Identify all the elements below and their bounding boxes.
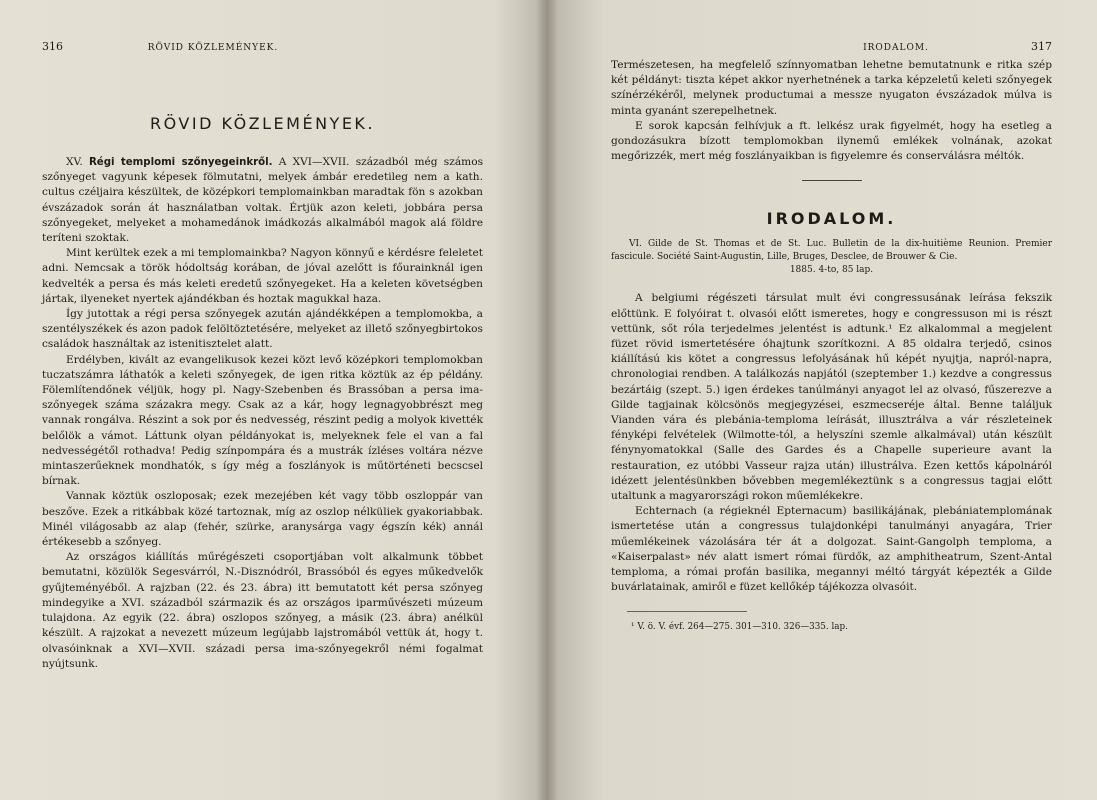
body-paragraph-5: Vannak köztük oszloposak; ezek mezejében két vagy több oszloppár van beszőve. Ezek a ritkábbak közé tartoznak, míg az oszlop nélküliek gyakoriabbak. Minél világosabb az alap (fehér, szürke, aranysárga vagy égszín kék) annál értékesebb a szőnyeg. — [42, 490, 483, 549]
review-paragraph-2: Echternach (a régieknél Epternacum) basilikájának, plebániatemplomának ismertetése után a congressus tulajdonképi tanulmányi anyagára, Trier műemlékeinek vázolására tér át a dolgozat. Saint-Gangolph temploma, a «Kaiserpalast» név alatt ismert római fürdők, az amphitheatrum, Szent-Antal temploma, a római profán basilika, megannyi méltó tárgyát képezték a Gilde buvárlatainak, amiről e füzet kellőkép tájékozza olvasóit. — [611, 505, 1052, 594]
review-paragraph-1: A belgiumi régészeti társulat mult évi congressusának leírása fekszik előttünk. E folyóirat t. olvasói előtt ismeretes, hogy e congressuson mi is részt vettünk, sőt róla terjedelmes jelentést is adtunk.¹ Ez alkalommal a megjelent füzet rövid ismertetésére óhajtunk szorítkozni. A 85 oldalra terjedő, csinos kiállítású kis kötet a congressus lefolyásának hű képét nyujtja, napról-napra, chronologiai rendben. A találkozás napjától (szeptember 1.) kezdve a congressus bezártáig (szept. 5.) igen érdekes tanúlmányi anyagot lel az olvasó, fűszerezve a Gilde tagjainak kölcsönös megjegyzései, eszmecseréje által. Benne találjuk Vianden vára és plebánia-temploma leírását, illusztrálva a vár részleteinek fényképi felvételek (Wilmotte-tól, a helyszíni szemle alkalmával) után készült fénynyomatokkal (Salle des Gardes és a Chapelle superieure avant la restauration, ez utóbbi Vasseur rajza után) illustrálva. Ezen kettős kápolnáról idézett jelentésünkben bővebben megemlékeztünk s a congressus tagjai előtt utaltunk a magyarországi rokon műemlékekre. — [611, 292, 1052, 503]
left-page — [0, 0, 545, 800]
body-paragraph-3: Így jutottak a régi persa szőnyegek azután ajándékképen a templomokba, a szentélyszékek és azon padok felöltöztetésére, melyeket az illető szőnyegbirtokos családok használtak az istenitisztelet alatt. — [42, 308, 483, 351]
closing-paragraph: E sorok kapcsán felhívjuk a ft. lelkész urak figyelmét, hogy ha esetleg a gondozásukra bízott templomokban ilynemű emlékek volnának, azokat megőrizzék, mert még foszlányaikban is figyelemre és conserválásra méltók. — [611, 119, 1052, 163]
bibliography-tail: 1885. 4-to, 85 lap. — [789, 265, 874, 276]
running-head-left — [42, 40, 483, 58]
body-paragraph-4: Erdélyben, kivált az evangelikusok kezei közt levő középkori templomokban tuczatszámra láthatók a keleti szőnyegek, de igen ritka köztük az ép példány. Fölemlítendőnek véljük, hogy pl. Nagy-Szebenben és Brassóban a persa ima-szőnyegek száma százakra megy. Csak az a kár, hogy legnagyobbrészt meg vannak rongálva. Részint a sok por és nedvesség, részint pedig a molyok kivették belőlök a vámot. Láttunk olyan példányokat is, melyeknek fele el van a fal nedvességétől rothadva! Pedig színpompára és a mustrák ízléses voltára nézve mintaszerűeknek mondhatók, s így még a foszlányok is műtörténeti becscsel bírnak. — [42, 353, 483, 488]
bibliography-entry — [611, 238, 1052, 277]
article-number: XV. — [66, 156, 83, 168]
right-page — [545, 0, 1097, 800]
running-head-title-left: RÖVID KÖZLEMÉNYEK. — [147, 43, 279, 53]
page-number-left: 316 — [42, 40, 63, 53]
body-paragraph-1: A XVI—XVII. századból még számos szőnyeget vagyunk képesek fölmutatni, melyek ámbár eredetileg nem a kath. cultus czéljaira készültek, de középkori templomainkban maradtak fön s azokban évszázadok során át használatban voltak. Értjük azon keleti, jobbára persa szőnyegeket, melyeket a mohamedánok imádkozás alkalmából magok alá földre teríteni szoktak. — [42, 156, 484, 245]
section-title-rovid: RÖVID KÖZLEMÉNYEK. — [149, 114, 376, 133]
article-lead-paragraph — [42, 155, 483, 246]
running-head-title-right: IRODALOM. — [863, 43, 929, 53]
section-divider — [802, 180, 862, 181]
bibliography-text: VI. Gilde de St. Thomas et de St. Luc. Bulletin de la dix-huitième Reunion. Premier fascicule. Société Saint-Augustin, Lille, Bruges, Desclee, de Brouwer & Cie. — [611, 239, 1052, 263]
body-paragraph-6: Az országos kiállítás műrégészeti csoportjában volt alkalmunk többet bemutatni, közülök Segesvárról, N.-Disznódról, Brassóból és egyes műkedvelők gyűjteményéből. A rajzban (22. és 23. ábra) itt bemutatott két persa szőnyeg mindegyike a XVI. századból származik és az országos iparművészeti múzeum tulajdona. Az egyik (22. ábra) oszlopos szőnyeg, a másik (23. ábra) anélkül készült. A rajzokat a nevezett múzeum legújabb lajstromából vettük át, hogy t. olvasóinknak a XVI—XVII. századi persa ima-szőnyegekről némi fogalmat nyújtsunk. — [42, 551, 483, 670]
page-number-right: 317 — [1030, 40, 1052, 53]
footnote-rule — [627, 611, 747, 612]
article-title: Régi templomi szőnyegeinkről. — [88, 157, 273, 168]
body-paragraph-2: Mint kerültek ezek a mi templomainkba? Nagyon könnyű e kérdésre feleletet adni. Nemcsak a török hódoltság korában, de jóval azelőtt is főurainknál igen kedvelték a persa és más keleti eredetű szőnyegeket. Ha a keleten követségben jártak, ilyeneket nyertek ajándékban és hoztak magukkal haza. — [42, 247, 483, 305]
section-title-irodalom: IRODALOM. — [766, 209, 897, 229]
continued-paragraph: Természetesen, ha megfelelő színnyomatban lehetne bemutatnunk e ritka szép két példányt: tiszta képet akkor nyerhetnének a tarka képzeletű keleti szőnyegek színérzékéről, melynek productumai a messze nyugaton évszázadok múlva is minta gyanánt szerepelhetnek. — [611, 59, 1052, 117]
running-head-right — [611, 40, 1052, 58]
book-gutter-shadow — [536, 0, 558, 800]
footnote: ¹ V. ö. V. évf. 264—275. 301—310. 326—335. lap. — [631, 622, 848, 633]
